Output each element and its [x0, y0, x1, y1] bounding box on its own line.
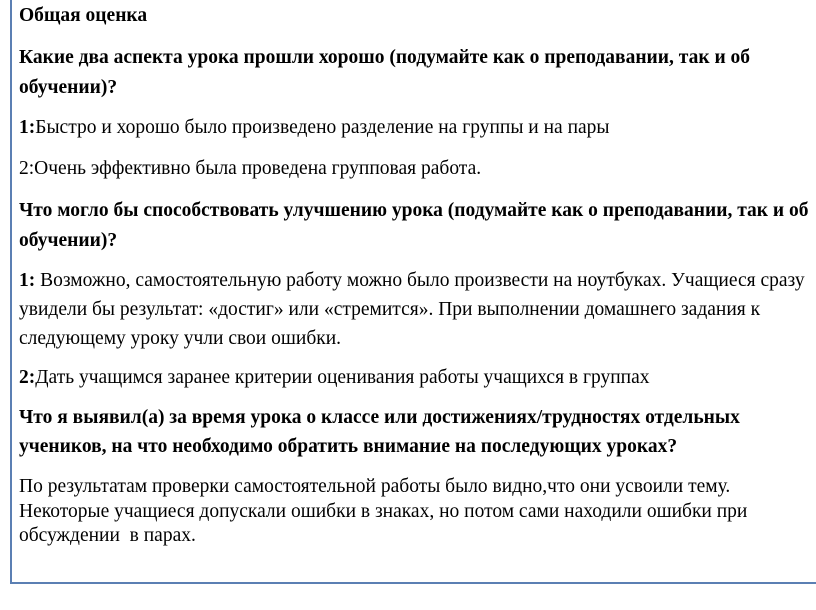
answer-1-1-number: 1: [19, 117, 36, 138]
answer-2-2-number: 2: [19, 367, 36, 388]
answer-1-1-text: Быстро и хорошо было произведено разделение на группы и на пары [35, 117, 610, 138]
answer-1-2: 2:Очень эффективно была проведена групповая работа. [19, 158, 482, 179]
answer-1-1 [19, 113, 610, 142]
answer-2-1-text-1: Возможно, самостоятельную работу можно было произвести на ноутбуках. Учащиеся сразу [35, 270, 805, 291]
answer-3-line-2: Некоторые учащиеся допускали ошибки в знаках, но потом сами находили ошибки при [19, 501, 748, 522]
question-2-line-1: Что могло бы способствовать улучшению урока (подумайте как о преподавании, так и об [19, 200, 809, 221]
question-1-line-1: Какие два аспекта урока прошли хорошо (подумайте как о преподавании, так и об [19, 47, 751, 68]
question-3-line-1: Что я выявил(а) за время урока о классе или достижениях/трудностях отдельных [19, 407, 740, 428]
question-1-line-2: обучении)? [19, 77, 118, 98]
answer-2-1-line-1 [19, 266, 805, 295]
question-2-line-2: обучении)? [19, 230, 118, 251]
answer-2-2-text: Дать учащимся заранее критерии оценивания работы учащихся в группах [35, 367, 650, 388]
answer-2-1-line-3: следующему уроку учли свои ошибки. [19, 328, 342, 349]
answer-2-1-line-2: увидели бы результат: «достиг» или «стремится». При выполнении домашнего задания к [19, 299, 761, 320]
answer-2-1-number: 1: [19, 270, 36, 291]
answer-2-2 [19, 363, 650, 392]
question-3-line-2: учеников, на что необходимо обратить внимание на последующих уроках? [19, 436, 678, 457]
answer-3-line-1: По результатам проверки самостоятельной работы было видно,что они усвоили тему. [19, 476, 731, 497]
answer-3-line-3: обсуждении в парах. [19, 525, 196, 546]
document-title: Общая оценка [19, 5, 148, 26]
